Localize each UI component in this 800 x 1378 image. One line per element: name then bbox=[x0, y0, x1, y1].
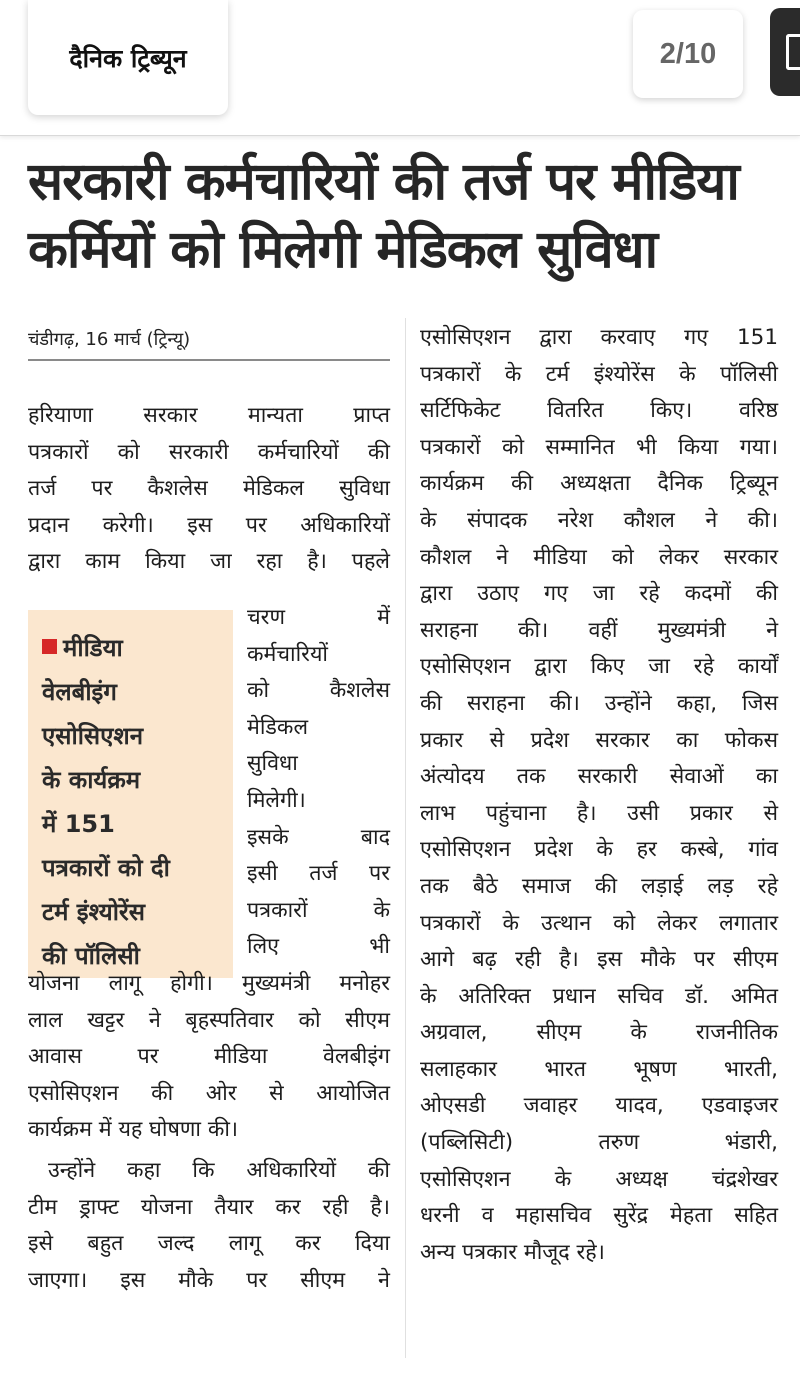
text-line: पत्रकारों को सरकारी कर्मचारियों की bbox=[28, 439, 390, 465]
text-line: इसी तर्ज पर bbox=[247, 861, 390, 887]
red-square-bullet-icon bbox=[42, 639, 57, 654]
text-line: उन्होंने कहा कि अधिकारियों की bbox=[48, 1157, 390, 1183]
text-line: प्रकार से प्रदेश सरकार का फोकस bbox=[420, 727, 778, 753]
callout-line: पत्रकारों को दी bbox=[42, 854, 170, 882]
text-line: तक बैठे समाज की लड़ाई लड़ रहे bbox=[420, 873, 778, 899]
text-line: एसोसिएशन प्रदेश के हर कस्बे, गांव bbox=[420, 837, 778, 863]
left-column-narrow bbox=[247, 600, 390, 966]
text-line: लाल खट्टर ने बृहस्पतिवार को सीएम bbox=[28, 1007, 390, 1033]
text-line: कार्यक्रम की अध्यक्षता दैनिक ट्रिब्यून bbox=[420, 471, 778, 497]
text-line: एसोसिएशन के अध्यक्ष चंद्रशेखर bbox=[420, 1166, 778, 1192]
newspaper-logo[interactable] bbox=[28, 0, 228, 115]
text-line: सर्टिफिकेट वितरित किए। वरिष्ठ bbox=[420, 398, 778, 424]
callout-line: मीडिया bbox=[63, 634, 123, 662]
side-panel-button[interactable] bbox=[770, 8, 800, 96]
text-line: ओएसडी जवाहर यादव, एडवाइजर bbox=[420, 1093, 778, 1119]
callout-text bbox=[42, 626, 232, 978]
text-line: द्वारा उठाए गए जा रहे कदमों की bbox=[420, 581, 778, 607]
text-line: के अतिरिक्त प्रधान सचिव डॉ. अमित bbox=[420, 983, 778, 1009]
text-line: कर्मचारियों bbox=[247, 641, 328, 667]
text-line: प्रदान करेगी। इस पर अधिकारियों bbox=[28, 512, 390, 538]
text-line: जाएगा। इस मौके पर सीएम ने bbox=[28, 1267, 390, 1293]
text-line: के संपादक नरेश कौशल ने की। bbox=[420, 507, 778, 533]
callout-line: में 151 bbox=[42, 810, 115, 838]
text-line: अग्रवाल, सीएम के राजनीतिक bbox=[420, 1020, 778, 1046]
article-headline bbox=[28, 148, 788, 284]
text-line: सराहना की। वहीं मुख्यमंत्री ने bbox=[420, 617, 778, 643]
text-line: द्वारा काम किया जा रहा है। पहले bbox=[28, 549, 390, 575]
text-line: लिए भी bbox=[247, 934, 390, 960]
callout-line: टर्म इंश्योरेंस bbox=[42, 898, 145, 926]
text-line: टीम ड्राफ्ट योजना तैयार कर रही है। bbox=[28, 1194, 390, 1220]
text-line: सुविधा bbox=[247, 751, 298, 777]
headline-line: सरकारी कर्मचारियों की तर्ज पर मीडिया bbox=[28, 152, 739, 212]
text-line: योजना लागू होगी। मुख्यमंत्री मनोहर bbox=[28, 971, 390, 996]
callout-line: के कार्यक्रम bbox=[42, 766, 141, 794]
text-line: चरण में bbox=[247, 605, 390, 630]
text-line: धरनी व महासचिव सुरेंद्र मेहता सहित bbox=[420, 1203, 778, 1229]
page-counter[interactable]: 2/10 bbox=[633, 10, 743, 98]
left-column-top bbox=[28, 398, 390, 581]
right-column bbox=[420, 320, 778, 1271]
text-line: मिलेगी। bbox=[247, 787, 306, 813]
text-line: कौशल ने मीडिया को लेकर सरकार bbox=[420, 544, 778, 570]
text-line: पत्रकारों के उत्थान को लेकर लगातार bbox=[420, 910, 778, 936]
column-divider bbox=[405, 318, 406, 1358]
text-line: को कैशलेस bbox=[247, 678, 390, 704]
text-line: हरियाणा सरकार मान्यता प्राप्त bbox=[28, 403, 390, 428]
text-line: अन्य पत्रकार मौजूद रहे। bbox=[420, 1239, 605, 1265]
text-line: इसे बहुत जल्द लागू कर दिया bbox=[28, 1231, 390, 1257]
callout-box bbox=[28, 610, 233, 978]
text-line: एसोसिएशन द्वारा किए जा रहे कार्यों bbox=[420, 654, 778, 680]
text-line: आवास पर मीडिया वेलबीइंग bbox=[28, 1044, 390, 1070]
text-line: कार्यक्रम में यह घोषणा की। bbox=[28, 1117, 239, 1143]
headline-line: कर्मियों को मिलेगी मेडिकल सुविधा bbox=[28, 220, 658, 280]
text-line: एसोसिएशन की ओर से आयोजित bbox=[28, 1080, 390, 1106]
callout-line: वेलबीइंग bbox=[42, 678, 117, 706]
text-line: (पब्लिसिटी) तरुण भंडारी, bbox=[420, 1130, 778, 1156]
left-column-bottom bbox=[28, 966, 390, 1299]
text-line: अंत्योदय तक सरकारी सेवाओं का bbox=[420, 764, 778, 790]
dateline: चंडीगढ़, 16 मार्च (ट्रिन्यू) bbox=[28, 327, 390, 361]
text-line: एसोसिएशन द्वारा करवाए गए 151 bbox=[420, 325, 778, 350]
panel-icon bbox=[786, 34, 800, 70]
text-line: की सराहना की। उन्होंने कहा, जिस bbox=[420, 690, 778, 716]
text-line: पत्रकारों के bbox=[247, 897, 390, 923]
text-line: तर्ज पर कैशलेस मेडिकल सुविधा bbox=[28, 476, 390, 502]
logo-text: दैनिक ट्रिब्यून bbox=[69, 43, 187, 73]
text-line: इसके बाद bbox=[247, 824, 390, 850]
text-line: मेडिकल bbox=[247, 714, 309, 740]
text-line: लाभ पहुंचाना है। उसी प्रकार से bbox=[420, 800, 778, 826]
text-line: आगे बढ़ रही है। इस मौके पर सीएम bbox=[420, 947, 778, 973]
text-line: सलाहकार भारत भूषण भारती, bbox=[420, 1056, 778, 1082]
callout-line: एसोसिएशन bbox=[42, 722, 144, 750]
text-line: पत्रकारों को सम्मानित भी किया गया। bbox=[420, 434, 778, 460]
callout-line: की पॉलिसी bbox=[42, 942, 140, 970]
viewer-top-bar bbox=[0, 0, 800, 136]
text-line: पत्रकारों के टर्म इंश्योरेंस के पॉलिसी bbox=[420, 361, 778, 387]
